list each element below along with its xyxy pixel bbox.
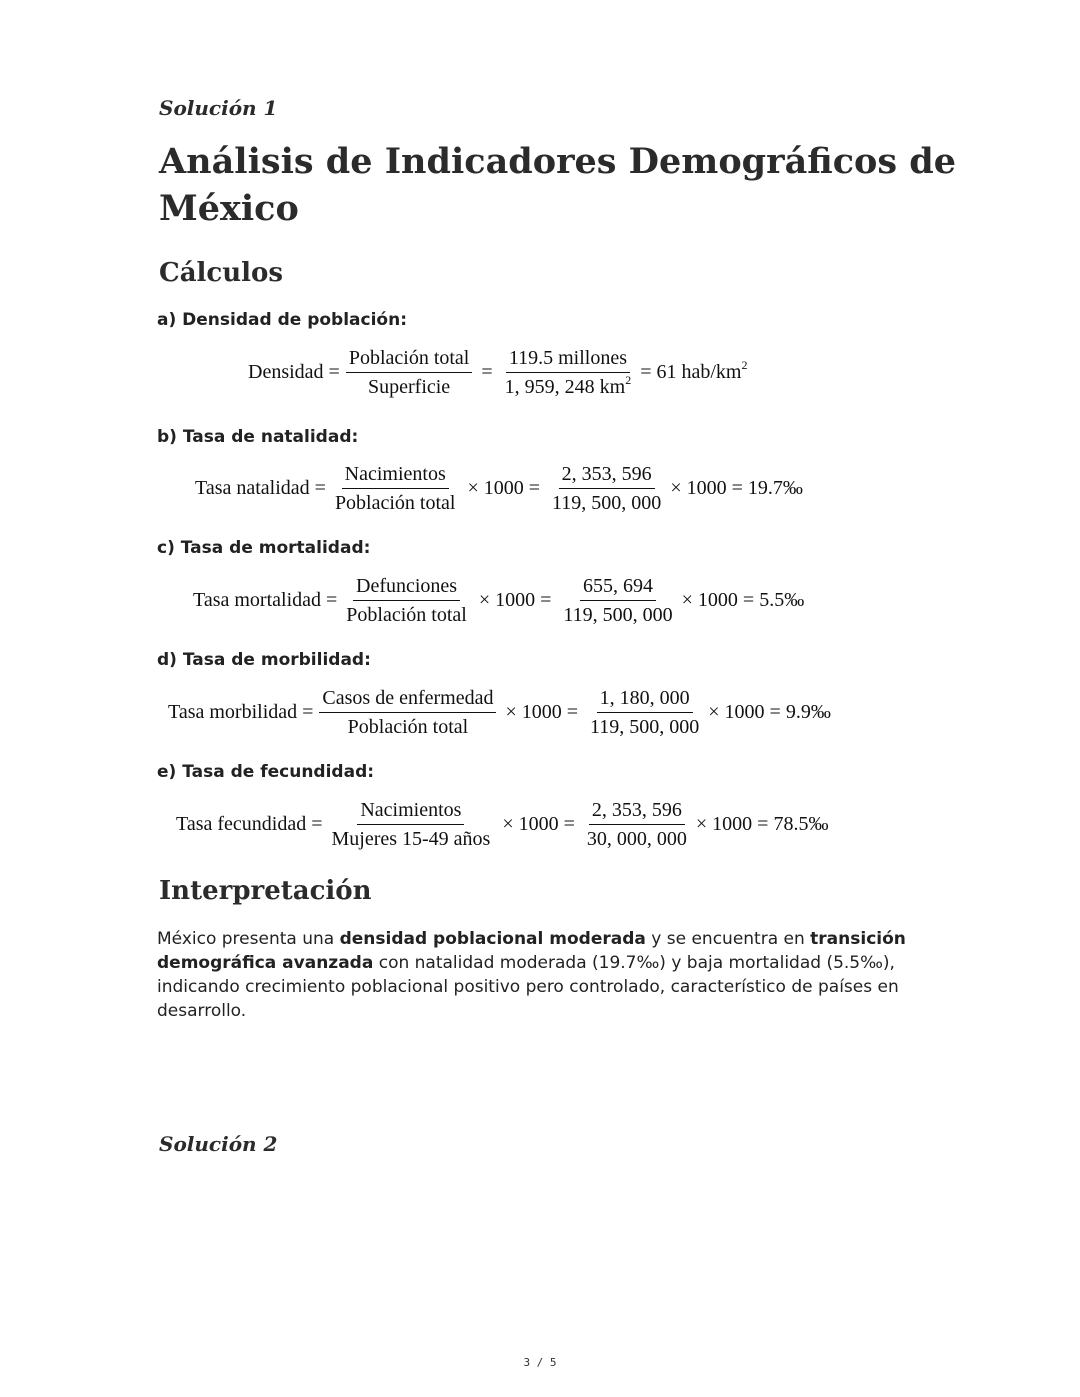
eq-e-f1-numerator: Nacimientos — [357, 799, 464, 825]
eq-c-result: × 1000 = 5.5‰ — [681, 589, 805, 611]
eq-d-f1-numerator: Casos de enfermedad — [319, 687, 496, 713]
section-c-label: c) Tasa de mortalidad: — [157, 538, 371, 558]
eq-a-lhs: Densidad = — [248, 361, 340, 383]
section-e-label: e) Tasa de fecundidad: — [157, 762, 375, 782]
eq-d-fraction-1 — [319, 687, 496, 738]
eq-a-f2-numerator: 119.5 millones — [506, 347, 630, 373]
eq-b-f1-denominator: Población total — [334, 492, 456, 514]
eq-a-result — [640, 358, 748, 384]
equation-fecundidad — [176, 799, 828, 850]
eq-d-f1-denominator: Población total — [347, 716, 469, 738]
page-number: 3 / 5 — [523, 1356, 557, 1369]
section-b-label: b) Tasa de natalidad: — [157, 427, 359, 447]
eq-b-fraction-1 — [332, 463, 459, 514]
calculos-heading: Cálculos — [159, 258, 284, 288]
equation-densidad — [248, 347, 748, 398]
eq-d-fraction-2 — [587, 687, 702, 738]
eq-d-multiplier: × 1000 = — [505, 701, 579, 723]
equation-natalidad — [195, 463, 803, 514]
eq-c-f2-denominator: 119, 500, 000 — [563, 604, 673, 626]
eq-c-multiplier: × 1000 = — [478, 589, 552, 611]
eq-c-f1-denominator: Población total — [346, 604, 467, 626]
eq-e-fraction-2 — [584, 799, 690, 850]
eq-c-fraction-2 — [560, 575, 675, 626]
solution-2-label: Solución 2 — [159, 1132, 278, 1156]
eq-e-result: × 1000 = 78.5‰ — [695, 813, 829, 835]
interp-text-1: México presenta una — [157, 929, 340, 949]
eq-d-result: × 1000 = 9.9‰ — [708, 701, 831, 723]
eq-e-multiplier: × 1000 = — [502, 813, 575, 835]
eq-e-f1-denominator: Mujeres 15-49 años — [331, 828, 491, 850]
eq-b-fraction-2 — [549, 463, 664, 514]
interp-bold-1: densidad poblacional moderada — [339, 929, 646, 949]
interpretacion-heading: Interpretación — [159, 876, 372, 906]
eq-c-lhs: Tasa mortalidad = — [193, 589, 338, 611]
eq-a-result-text: = 61 hab/km — [640, 361, 742, 383]
eq-a-f2-den-text: 1, 959, 248 km — [504, 376, 626, 398]
section-d-label: d) Tasa de morbilidad: — [157, 650, 371, 670]
eq-b-lhs: Tasa natalidad = — [195, 477, 326, 499]
interp-text-2: y se encuentra en — [645, 929, 811, 949]
eq-b-f2-denominator: 119, 500, 000 — [552, 492, 662, 514]
eq-b-f1-numerator: Nacimientos — [342, 463, 449, 489]
interp-text-3: con natalidad moderada (19.7‰) y baja mortalidad (5.5‰), indicando crecimiento poblacional positivo pero controlado, característico de países en desarrollo. — [157, 953, 899, 1021]
eq-e-f2-denominator: 30, 000, 000 — [586, 828, 687, 850]
eq-b-result: × 1000 = 19.7‰ — [670, 477, 803, 499]
interpretacion-paragraph — [157, 927, 917, 1023]
eq-c-f2-numerator: 655, 694 — [580, 575, 656, 601]
eq-e-fraction-1 — [328, 799, 493, 850]
eq-c-f1-numerator: Defunciones — [353, 575, 460, 601]
eq-e-lhs: Tasa fecundidad = — [176, 813, 323, 835]
eq-a-f2-den-exponent: 2 — [625, 373, 632, 387]
solution-1-label: Solución 1 — [159, 96, 278, 120]
eq-a-f1-denominator: Superficie — [368, 376, 451, 398]
section-a-label: a) Densidad de población: — [157, 310, 407, 330]
eq-a-result-exponent: 2 — [741, 358, 748, 372]
eq-d-lhs: Tasa morbilidad = — [168, 701, 314, 723]
eq-a-equals: = — [481, 361, 493, 383]
eq-d-f2-numerator: 1, 180, 000 — [597, 687, 693, 713]
eq-a-f2-denominator — [502, 373, 635, 398]
eq-b-f2-numerator: 2, 353, 596 — [559, 463, 655, 489]
eq-a-fraction-2 — [502, 347, 635, 398]
eq-d-f2-denominator: 119, 500, 000 — [590, 716, 700, 738]
equation-morbilidad — [168, 687, 831, 738]
eq-e-f2-numerator: 2, 353, 596 — [589, 799, 685, 825]
eq-a-fraction-1 — [346, 347, 473, 398]
eq-a-f1-numerator: Población total — [346, 347, 473, 373]
eq-c-fraction-1 — [343, 575, 470, 626]
page-title: Análisis de Indicadores Demográficos de México — [159, 141, 957, 229]
eq-b-multiplier: × 1000 = — [467, 477, 541, 499]
equation-mortalidad — [193, 575, 804, 626]
interp-bold-2: transición demográfica avanzada — [157, 929, 906, 973]
